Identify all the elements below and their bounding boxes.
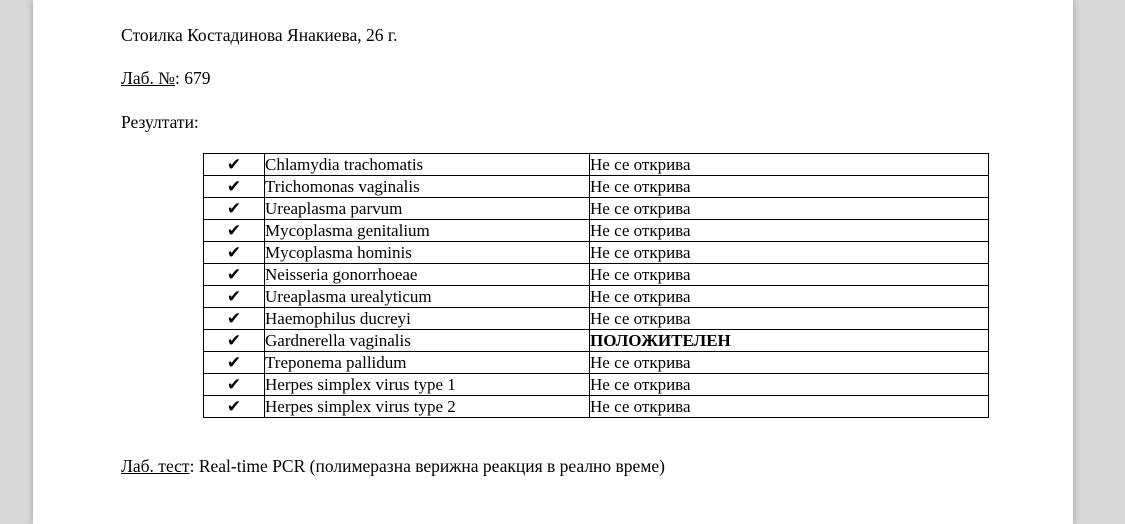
result-value: Не се открива bbox=[590, 198, 989, 220]
pathogen-name: Chlamydia trachomatis bbox=[265, 154, 590, 176]
result-value: Не се открива bbox=[590, 308, 989, 330]
result-value: Не се открива bbox=[590, 220, 989, 242]
pathogen-name: Mycoplasma hominis bbox=[265, 242, 590, 264]
pathogen-name: Ureaplasma urealyticum bbox=[265, 286, 590, 308]
pathogen-name: Gardnerella vaginalis bbox=[265, 330, 590, 352]
pathogen-name: Haemophilus ducreyi bbox=[265, 308, 590, 330]
check-icon: ✔ bbox=[204, 308, 265, 330]
result-value: Не се открива bbox=[590, 396, 989, 418]
table-row bbox=[204, 220, 989, 242]
result-value: Не се открива bbox=[590, 286, 989, 308]
lab-number-label: Лаб. № bbox=[121, 68, 175, 88]
check-icon: ✔ bbox=[204, 176, 265, 198]
lab-test-value: Real-time PCR (полимеразна верижна реакция в реално време) bbox=[198, 456, 665, 476]
check-icon: ✔ bbox=[204, 264, 265, 286]
result-value: Не се открива bbox=[590, 176, 989, 198]
document-page bbox=[33, 0, 1073, 524]
table-row bbox=[204, 286, 989, 308]
results-table bbox=[203, 153, 989, 418]
result-value: Не се открива bbox=[590, 352, 989, 374]
table-row bbox=[204, 264, 989, 286]
pathogen-name: Herpes simplex virus type 2 bbox=[265, 396, 590, 418]
results-label: Резултати: bbox=[121, 112, 199, 132]
result-value: Не се открива bbox=[590, 374, 989, 396]
pathogen-name: Ureaplasma parvum bbox=[265, 198, 590, 220]
lab-test-separator: : bbox=[189, 456, 199, 476]
table-row bbox=[204, 242, 989, 264]
check-icon: ✔ bbox=[204, 396, 265, 418]
table-row bbox=[204, 154, 989, 176]
document-content bbox=[121, 0, 1021, 477]
result-value: Не се открива bbox=[590, 154, 989, 176]
results-table-body bbox=[204, 154, 989, 418]
pathogen-name: Herpes simplex virus type 1 bbox=[265, 374, 590, 396]
result-value: Не се открива bbox=[590, 264, 989, 286]
check-icon: ✔ bbox=[204, 242, 265, 264]
table-row bbox=[204, 330, 989, 352]
pathogen-name: Neisseria gonorrhoeae bbox=[265, 264, 590, 286]
check-icon: ✔ bbox=[204, 154, 265, 176]
table-row bbox=[204, 198, 989, 220]
check-icon: ✔ bbox=[204, 374, 265, 396]
lab-test-line bbox=[121, 456, 1021, 477]
lab-number-line bbox=[121, 68, 1021, 89]
patient-line: Стоилка Костадинова Янакиева, 26 г. bbox=[121, 25, 398, 45]
check-icon: ✔ bbox=[204, 352, 265, 374]
result-value: Не се открива bbox=[590, 242, 989, 264]
result-value-positive: ПОЛОЖИТЕЛЕН bbox=[590, 330, 989, 352]
check-icon: ✔ bbox=[204, 330, 265, 352]
check-icon: ✔ bbox=[204, 220, 265, 242]
check-icon: ✔ bbox=[204, 198, 265, 220]
lab-number-value: 679 bbox=[184, 68, 211, 88]
table-row bbox=[204, 176, 989, 198]
results-table-wrap bbox=[203, 153, 989, 418]
lab-test-label: Лаб. тест bbox=[121, 456, 190, 476]
pathogen-name: Treponema pallidum bbox=[265, 352, 590, 374]
table-row bbox=[204, 374, 989, 396]
check-icon: ✔ bbox=[204, 286, 265, 308]
pathogen-name: Trichomonas vaginalis bbox=[265, 176, 590, 198]
table-row bbox=[204, 396, 989, 418]
table-row bbox=[204, 352, 989, 374]
pathogen-name: Mycoplasma genitalium bbox=[265, 220, 590, 242]
table-row bbox=[204, 308, 989, 330]
lab-number-separator: : bbox=[175, 68, 185, 88]
